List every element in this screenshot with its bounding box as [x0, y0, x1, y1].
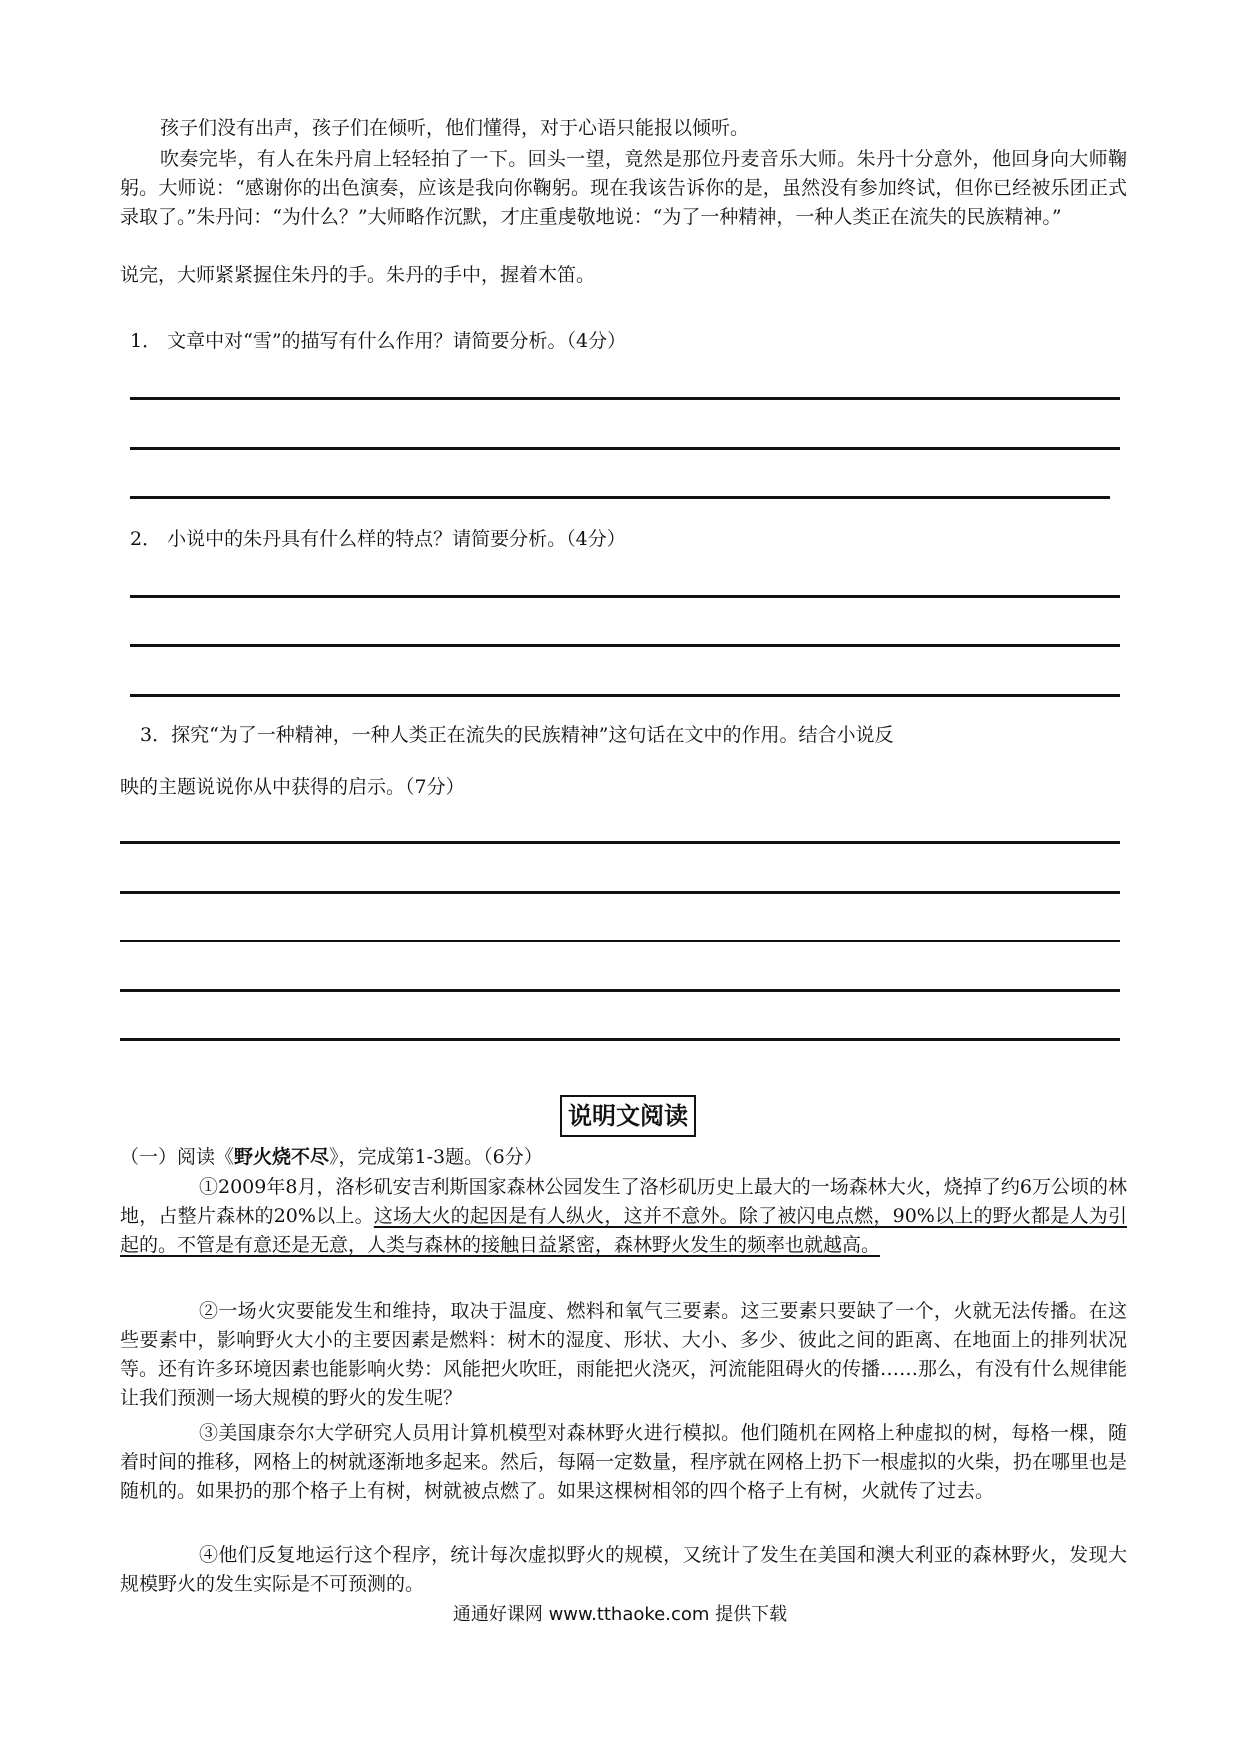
answer-line[interactable]: [130, 595, 1120, 598]
page-footer: 通通好课网 www.tthaoke.com 提供下载: [452, 1604, 788, 1625]
article-paragraph-3: ③美国康奈尔大学研究人员用计算机模型对森林野火进行模拟。他们随机在网格上种虚拟的树，每格一棵，随着时间的推移，网格上的树就逐渐地多起来。然后，每隔一定数量，程序就在网格上扔下一根虚拟的火柴，扔在哪里也是随机的。如果扔的那个格子上有树，树就被点燃了。如果这棵树相邻的四个格子上有树，火就传了过去。: [120, 1422, 1128, 1502]
question-1: 1． 文章中对“雪”的描写有什么作用？请简要分析。（4分）: [130, 330, 627, 352]
article-paragraph-2: ②一场火灾要能发生和维持，取决于温度、燃料和氧气三要素。这三要素只要缺了一个，火就无法传播。在这些要素中，影响野火大小的主要因素是燃料：树木的湿度、形状、大小、多少、彼此之间的距离、在地面上的排列状况等。还有许多环境因素也能影响火势：风能把火吹旺，雨能把火浇灭，河流能阻碍火的传播……那么，有没有什么规律能让我们预测一场大规模的野火的发生呢？: [120, 1300, 1128, 1409]
question-3-line-1: 3．探究“为了一种精神，一种人类正在流失的民族精神”这句话在文中的作用。结合小说反: [140, 724, 894, 746]
answer-line[interactable]: [120, 1038, 1120, 1041]
answer-line[interactable]: [120, 989, 1120, 992]
article-paragraph-1-text: ①2009年8月，洛杉矶安吉利斯国家森林公园发生了洛杉矶历史上最大的一场森林大火，烧掉了约6万公顷的林地，占整片森林的20%以上。: [120, 1176, 1127, 1227]
section-title: 说明文阅读: [560, 1095, 696, 1137]
answer-line[interactable]: [120, 891, 1120, 894]
article-paragraph-1: [120, 1173, 1127, 1260]
question-2: 2． 小说中的朱丹具有什么样的特点？请简要分析。（4分）: [130, 528, 626, 550]
answer-line[interactable]: [130, 644, 1120, 647]
instruction-prefix: （一）阅读《: [120, 1146, 235, 1168]
article-title: 野火烧不尽: [234, 1146, 330, 1168]
story-paragraph-3: 说完，大师紧紧握住朱丹的手。朱丹的手中，握着木笛。: [120, 264, 596, 286]
story-paragraph-2: 吹奏完毕，有人在朱丹肩上轻轻拍了一下。回头一望，竟然是那位丹麦音乐大师。朱丹十分意外，他回身向大师鞠躬。大师说：“感谢你的出色演奏，应该是我向你鞠躬。现在我该告诉你的是，虽然没有参加终试，但你已经被乐团正式录取了。”朱丹问：“为什么？”大师略作沉默，才庄重虔敬地说：“为了一种精神，一种人类正在流失的民族精神。”: [120, 148, 1127, 228]
reading-instruction: [120, 1143, 543, 1172]
answer-line[interactable]: [130, 397, 1120, 400]
story-paragraph-1: 孩子们没有出声，孩子们在倾听，他们懂得，对于心语只能报以倾听。: [160, 117, 750, 139]
answer-line[interactable]: [130, 694, 1120, 697]
answer-line[interactable]: [130, 447, 1120, 450]
answer-line[interactable]: [130, 496, 1110, 499]
article-paragraph-4: ④他们反复地运行这个程序，统计每次虚拟野火的规模，又统计了发生在美国和澳大利亚的森林野火，发现大规模野火的发生实际是不可预测的。: [120, 1544, 1127, 1595]
answer-line[interactable]: [120, 841, 1120, 844]
question-3-line-2: 映的主题说说你从中获得的启示。（7分）: [120, 776, 465, 798]
underlined-passage: 这场大火的起因是有人纵火，这并不意外。除了被闪电点燃，90%以上的野火都是人为引起的。不管是有意还是无意，人类与森林的接触日益紧密，森林野火发生的频率也就越高。: [120, 1205, 1127, 1256]
answer-line[interactable]: [120, 940, 1120, 942]
instruction-suffix: 》，完成第1-3题。（6分）: [329, 1146, 543, 1168]
